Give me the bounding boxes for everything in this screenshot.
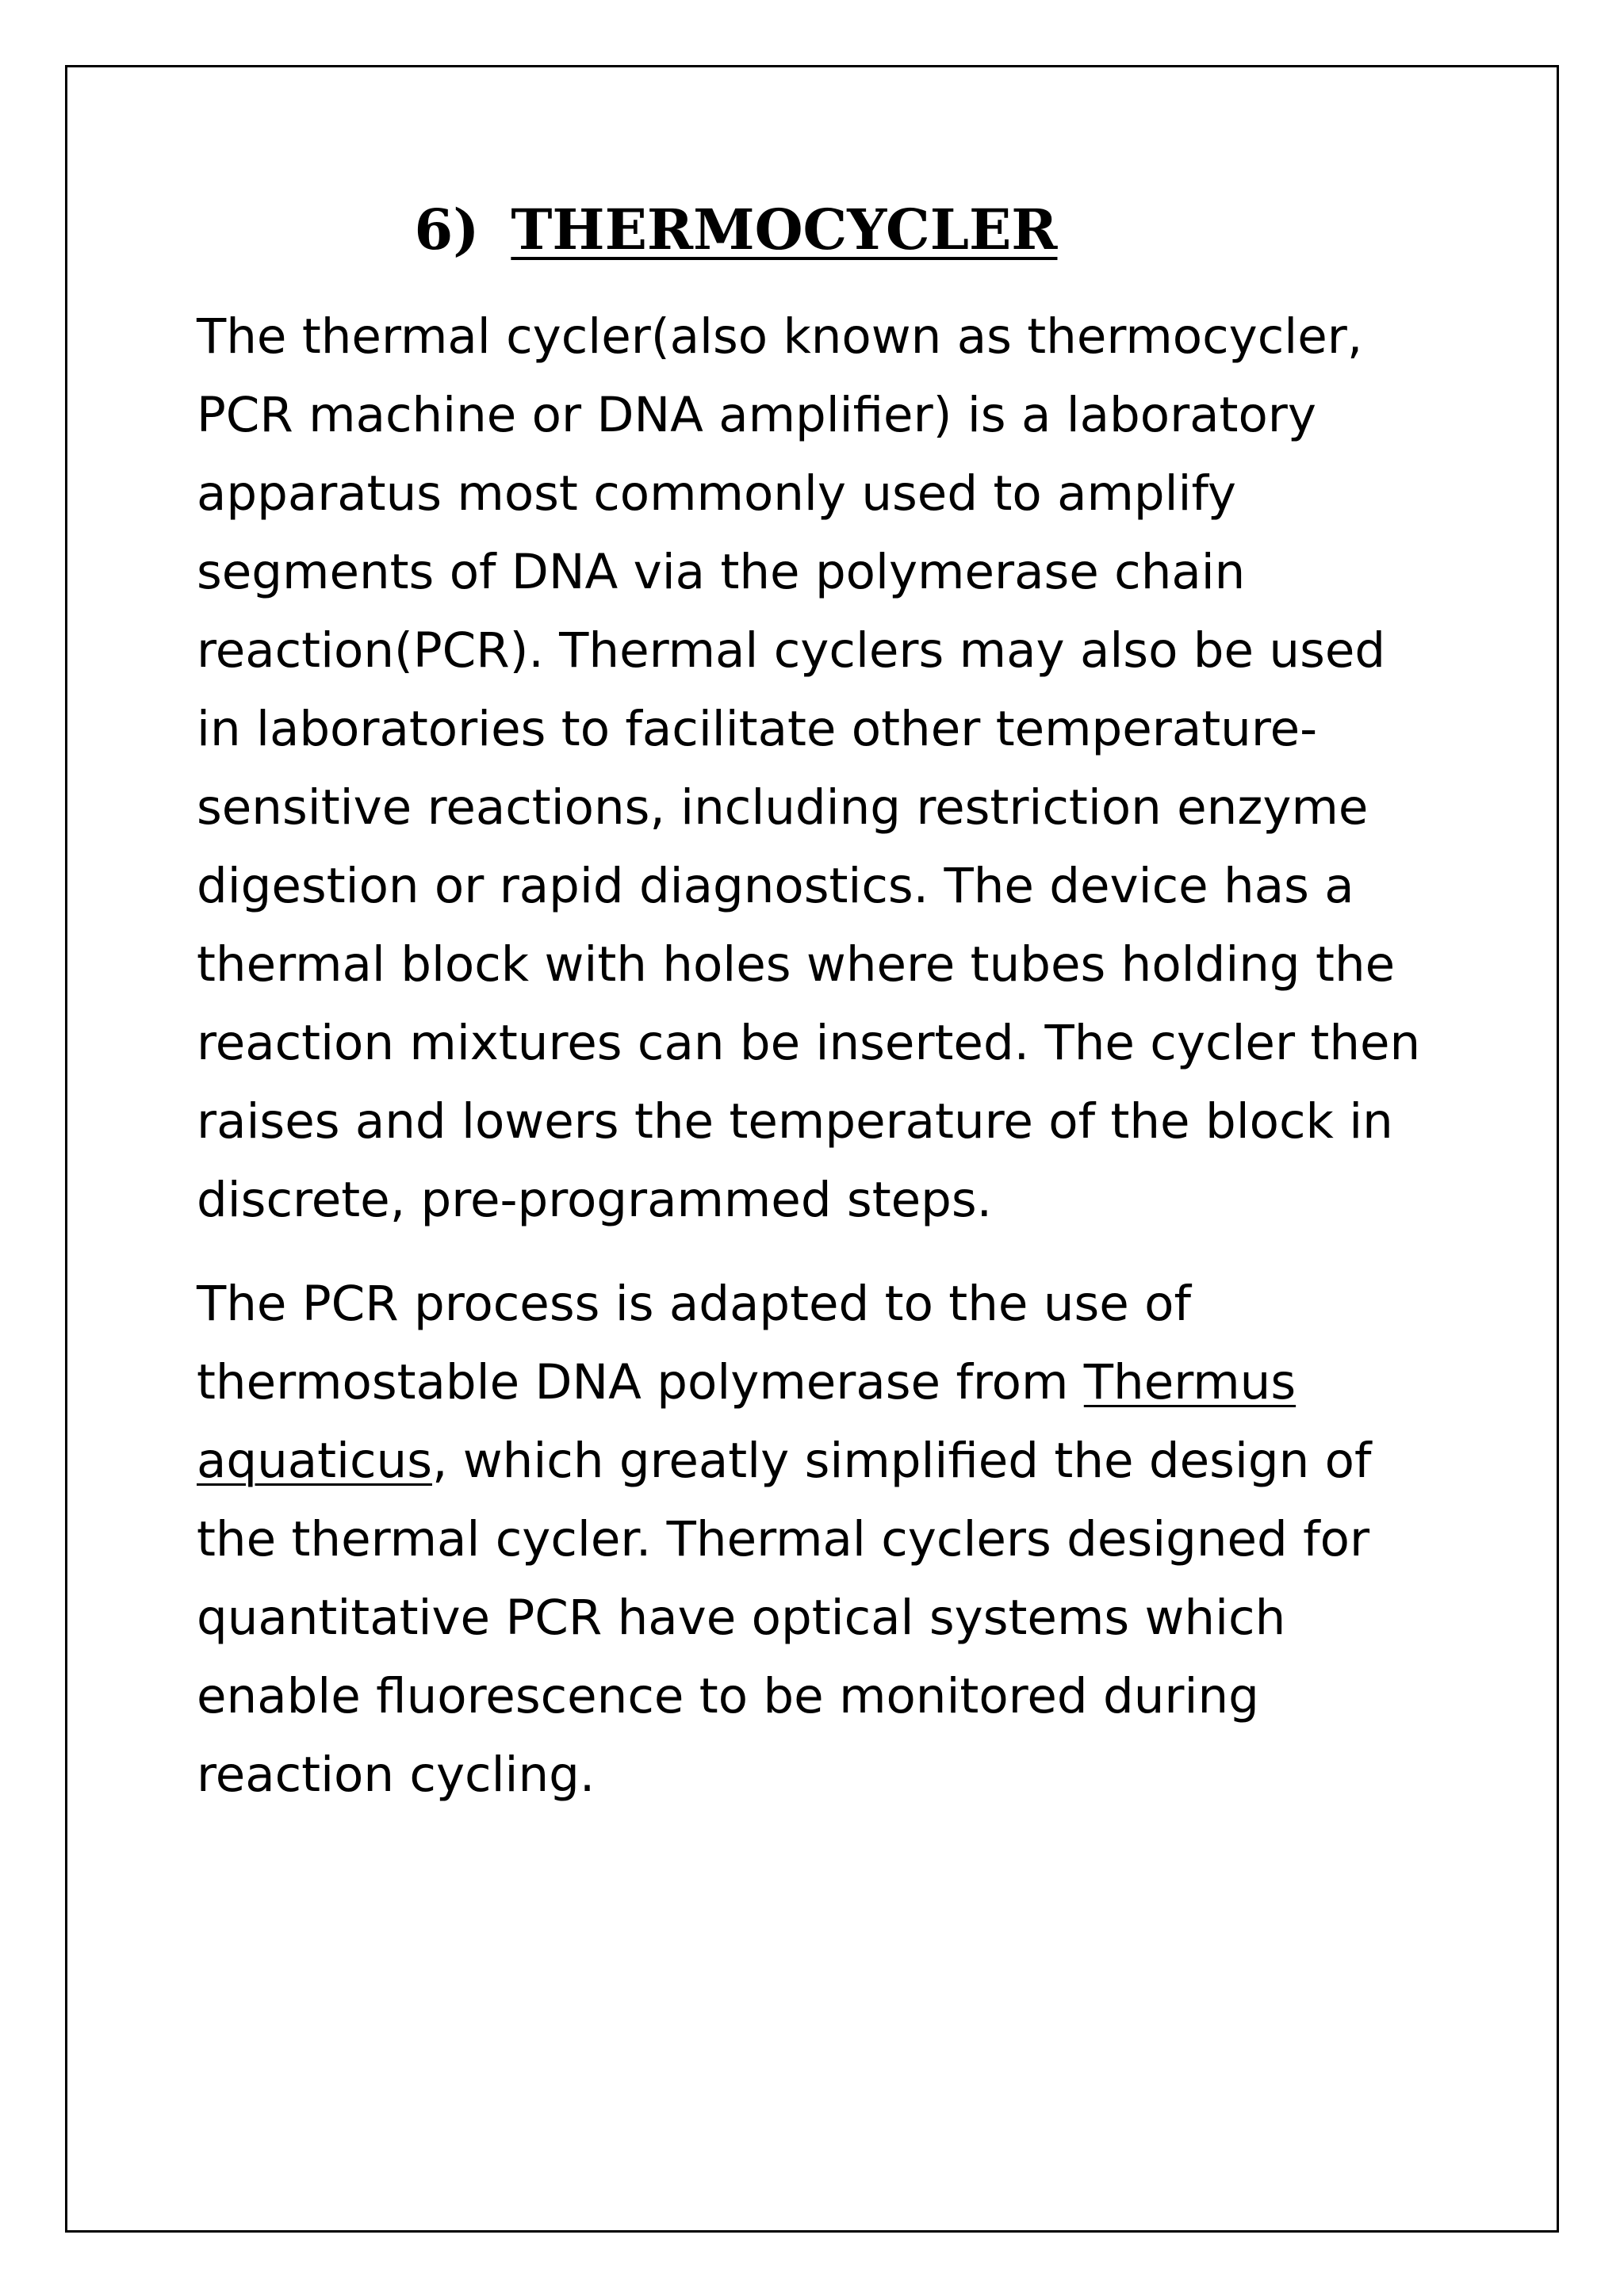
paragraph-1 xyxy=(197,297,1434,1239)
section-number: 6) xyxy=(414,197,480,262)
paragraph-line: The PCR process is adapted to the use of xyxy=(197,1276,1191,1332)
paragraph-line: in laboratories to facilitate other temperature- xyxy=(197,701,1318,757)
paragraph-line: discrete, pre-programmed steps. xyxy=(197,1172,993,1228)
paragraph-line: thermal block with holes where tubes holding the xyxy=(197,936,1396,993)
paragraph-line: raises and lowers the temperature of the block in xyxy=(197,1093,1393,1150)
paragraph-line: enable fluorescence to be monitored during xyxy=(197,1668,1259,1724)
species-name-thermus: Thermus xyxy=(1083,1354,1297,1410)
paragraph-line: sensitive reactions, including restriction enzyme xyxy=(197,779,1369,836)
paragraph-line: reaction mixtures can be inserted. The cycler then xyxy=(197,1015,1421,1071)
paragraph-line xyxy=(197,1343,1434,1422)
text-segment: , which greatly simplified the design of xyxy=(432,1433,1372,1489)
text-segment: thermostable DNA polymerase from xyxy=(197,1354,1084,1410)
paragraph-line: the thermal cycler. Thermal cyclers designed for xyxy=(197,1511,1370,1567)
paragraph-line xyxy=(197,1422,1434,1500)
paragraph-line: PCR machine or DNA amplifier) is a laboratory xyxy=(197,387,1316,443)
section-title: THERMOCYCLER xyxy=(511,197,1058,262)
paragraph-2 xyxy=(197,1265,1434,1814)
paragraph-line: reaction(PCR). Thermal cyclers may also be used xyxy=(197,622,1386,679)
paragraph-line: apparatus most commonly used to amplify xyxy=(197,465,1236,522)
paragraph-line: digestion or rapid diagnostics. The device has a xyxy=(197,858,1354,914)
paragraph-line: segments of DNA via the polymerase chain xyxy=(197,544,1246,600)
section-heading xyxy=(197,198,1275,262)
paragraph-line: quantitative PCR have optical systems which xyxy=(197,1590,1286,1646)
paragraph-line: reaction cycling. xyxy=(197,1747,596,1803)
paragraph-line: The thermal cycler(also known as thermocycler, xyxy=(197,308,1363,365)
species-name-aquaticus: aquaticus xyxy=(197,1433,432,1489)
